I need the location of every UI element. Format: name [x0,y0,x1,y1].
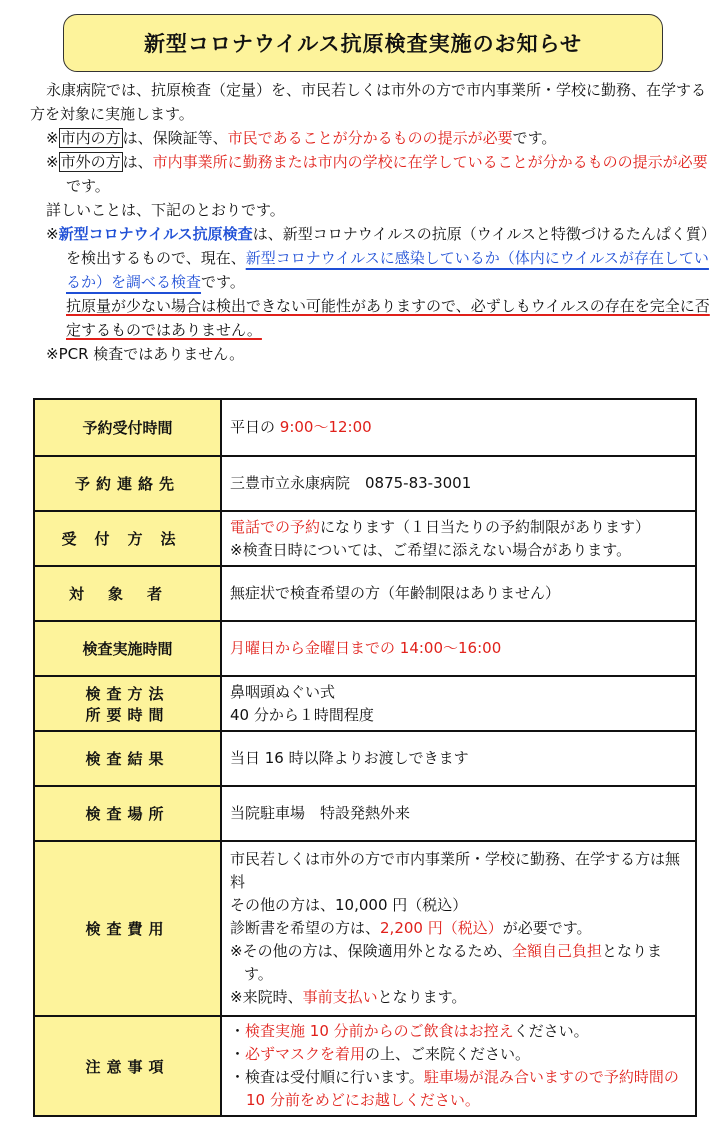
table-row [34,566,696,621]
value-notes [221,1016,696,1116]
value-red: 駐車場が混み合いますので予約時間の 10 分前をめどにお越しください。 [246,1068,679,1109]
value-reservation-hours [221,399,696,456]
value-target: 無症状で検査希望の方（年齢制限はありません） [221,566,696,621]
label-reservation-hours: 予約受付時間 [34,399,221,456]
value-red: 必ずマスクを着用 [245,1045,366,1063]
note-mark: ※ [46,129,59,147]
label-target: 対象者 [34,566,221,621]
value-result: 当日 16 時以降よりお渡しできます [221,731,696,786]
table-row [34,786,696,841]
intro-paragraph: 永康病院では、抗原検査（定量）を、市民若しくは市外の方で市内事業所・学校に勤務、在学する方を対象に実施します。 [30,81,707,123]
label-result: 検査結果 [34,731,221,786]
value-text: ※検査日時については、ご希望に添えない場合があります。 [230,540,632,559]
value-red: 2,200 円（税込） [380,919,503,937]
value-test-hours [221,621,696,676]
notes-line [230,1066,687,1112]
label-contact: 予約連絡先 [34,456,221,511]
note-mark: ※ [46,153,59,171]
pcr-note: ※PCR 検査ではありません。 [46,345,245,363]
cost-line [230,917,687,940]
label-place: 検査場所 [34,786,221,841]
table-row [34,841,696,1016]
value-red: 月曜日から金曜日まで [230,639,381,657]
table-row [34,456,696,511]
label-test-method [34,676,221,731]
value-red: の 14:00～16:00 [380,639,502,657]
value-text: ・ [230,1045,246,1063]
value-method [221,511,696,566]
value-text: 40 分から１時間程度 [230,705,374,724]
cost-line [230,986,687,1009]
cost-line: その他の方は、10,000 円（税込） [230,896,468,914]
note-text-end: です。 [66,177,110,195]
table-row [34,676,696,731]
note-red-text: 市内事業所に勤務または市内の学校に在学していることが分かるものの提示が必要 [152,153,708,171]
note-red-text: 市民であることが分かるものの提示が必要 [227,129,513,147]
value-red: 事前支払い [302,988,378,1006]
value-text: となります。 [377,988,467,1006]
value-text: ・検査は受付順に行います。 [230,1068,424,1086]
test-name: 新型コロナウイルス抗原検査 [58,225,253,243]
value-red: 全額自己負担 [511,942,602,960]
notes-line [230,1020,687,1043]
details-line: 詳しいことは、下記のとおりです。 [46,201,285,219]
table-row [34,399,696,456]
value-text: ください。 [513,1022,589,1040]
value-test-method [221,676,696,731]
label-method: 受付方法 [34,511,221,566]
value-text: となります。 [244,942,663,983]
value-text: 診断書を希望の方は、 [230,919,381,937]
outside-label: 市外の方 [60,153,121,171]
table-row [34,511,696,566]
warning-text: 抗原量が少ない場合は検出できない可能性がありますので、必ずしもウイルスの存在を完全に否定するものではありません。 [66,297,710,339]
table-row [34,621,696,676]
note-text-end: です。 [512,129,557,147]
about-test [30,222,710,342]
value-text: ※来院時、 [230,988,303,1006]
intro-section [30,78,710,366]
table-row [34,731,696,786]
value-red: 9:00～12:00 [279,418,372,436]
label-line: 検査方法 [85,684,170,703]
about-text: は、新型コロナウイルスの抗原（ウイルスと特徴づけるたんぱく質）を検出するもので、現在、 [66,225,709,267]
value-red: 電話での予約 [230,517,321,536]
value-text: 平日の [230,418,280,436]
value-cost [221,841,696,1016]
info-table [33,398,697,1117]
note-text: は、保険証等、 [122,129,228,147]
note-outside [30,150,710,198]
label-test-hours: 検査実施時間 [34,621,221,676]
label-line: 所要時間 [85,705,170,724]
value-text: になります（１日当たりの予約制限があります） [320,517,651,536]
value-text: の上、ご来院ください。 [365,1045,531,1063]
about-text-end: です。 [201,273,245,291]
table-row [34,1016,696,1116]
value-text: 鼻咽頭ぬぐい式 [230,682,336,701]
note-citizen [30,126,710,150]
cost-line: 市民若しくは市外の方で市内事業所・学校に勤務、在学する方は無料 [230,850,681,891]
value-place: 当院駐車場 特設発熱外来 [221,786,696,841]
label-notes: 注意事項 [34,1016,221,1116]
value-red: 検査実施 10 分前からのご飲食はお控え [245,1022,514,1040]
value-text: ・ [230,1022,246,1040]
label-cost: 検査費用 [34,841,221,1016]
value-contact: 三豊市立永康病院 0875-83-3001 [221,456,696,511]
page-title: 新型コロナウイルス抗原検査実施のお知らせ [63,14,663,72]
note-mark: ※ [46,225,59,243]
value-text: ※その他の方は、保険適用外となるため、 [230,942,512,960]
cost-line [230,940,687,986]
notes-line [230,1043,687,1066]
citizen-label: 市内の方 [60,129,121,147]
about-blue-text: 新型コロナウイルスに感染しているか（体内にウイルスが存在しているか）を調べる検査 [66,249,709,291]
value-text: が必要です。 [502,919,592,937]
note-text: は、 [122,153,153,171]
